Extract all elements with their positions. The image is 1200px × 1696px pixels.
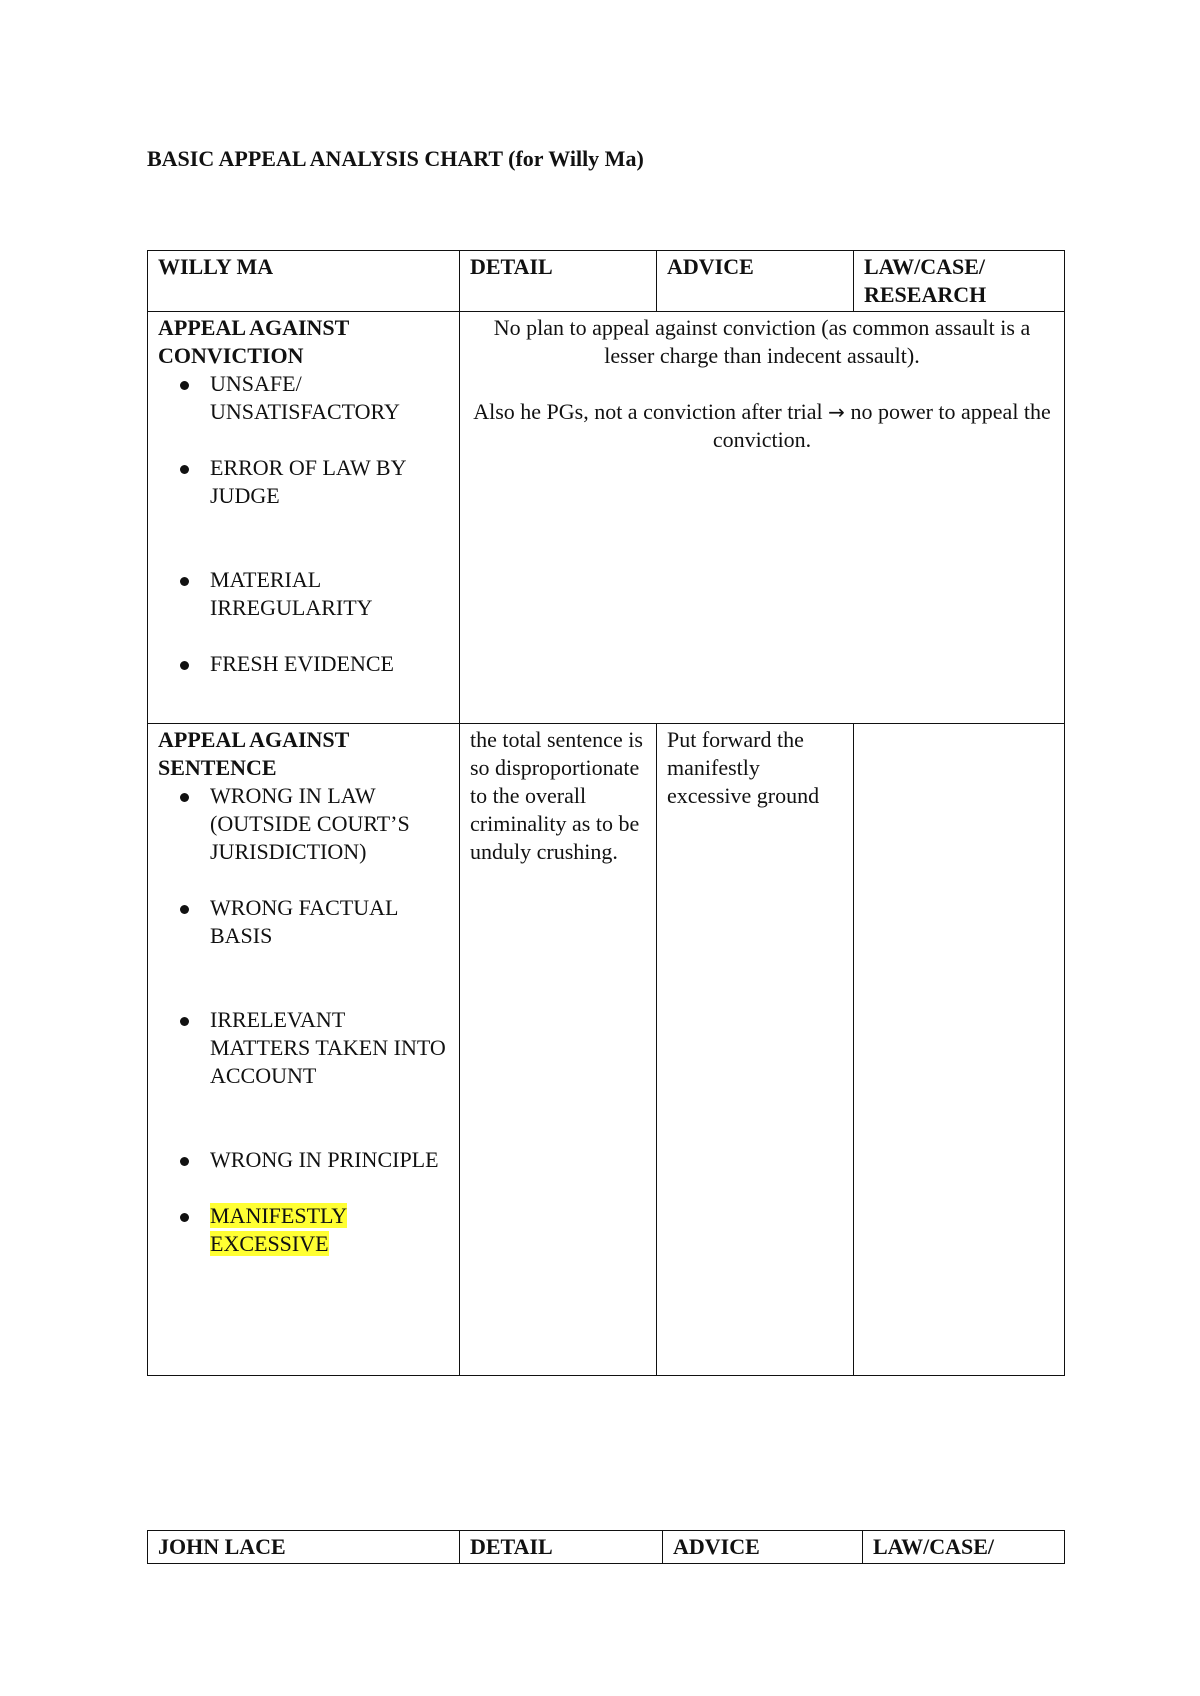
list-item: FRESH EVIDENCE <box>210 650 449 678</box>
header-advice: ADVICE <box>657 251 854 312</box>
header-detail: DETAIL <box>460 251 657 312</box>
sentence-law-cell <box>854 724 1065 1376</box>
table-header-row <box>148 251 1065 312</box>
list-item-highlighted <box>210 1202 449 1258</box>
note-2-text-after: no power to appeal the conviction. <box>712 399 1051 452</box>
sentence-advice-cell: Put forward the manifestly excessive ground <box>657 724 854 1376</box>
sentence-grounds-list <box>158 782 449 1258</box>
table-row-sentence <box>148 724 1065 1376</box>
conviction-note-2 <box>470 398 1054 454</box>
sentence-detail-cell: the total sentence is so disproportionate to the overall criminality as to be unduly crushing. <box>460 724 657 1376</box>
list-item: UNSAFE/ UNSATISFACTORY <box>210 370 449 426</box>
header-client: JOHN LACE <box>148 1531 460 1564</box>
john-lace-appeal-table <box>147 1530 1065 1564</box>
conviction-heading: APPEAL AGAINST CONVICTION <box>158 315 349 368</box>
sentence-heading: APPEAL AGAINST SENTENCE <box>158 727 349 780</box>
header-client: WILLY MA <box>148 251 460 312</box>
list-item: WRONG FACTUAL BASIS <box>210 894 449 950</box>
conviction-grounds-cell <box>148 312 460 724</box>
header-law: LAW/CASE/ RESEARCH <box>854 251 1065 312</box>
page-title: BASIC APPEAL ANALYSIS CHART (for Willy Ma) <box>147 146 644 171</box>
conviction-advice-cell <box>460 312 1065 724</box>
table-row-conviction <box>148 312 1065 724</box>
list-item: WRONG IN PRINCIPLE <box>210 1146 449 1174</box>
table-header-row <box>148 1531 1065 1564</box>
sentence-grounds-cell <box>148 724 460 1376</box>
right-arrow-icon: → <box>828 400 845 424</box>
header-advice: ADVICE <box>663 1531 863 1564</box>
highlighted-ground: MANIFESTLY EXCESSIVE <box>210 1203 348 1256</box>
conviction-note-1: No plan to appeal against conviction (as common assault is a lesser charge than indecent assault). <box>493 315 1031 368</box>
list-item: WRONG IN LAW (OUTSIDE COURT’S JURISDICTION) <box>210 782 449 866</box>
list-item: IRRELEVANT MATTERS TAKEN INTO ACCOUNT <box>210 1006 449 1090</box>
header-detail: DETAIL <box>460 1531 663 1564</box>
list-item: ERROR OF LAW BY JUDGE <box>210 454 449 510</box>
willy-ma-appeal-table <box>147 250 1065 1376</box>
header-law: LAW/CASE/ <box>863 1531 1065 1564</box>
list-item: MATERIAL IRREGULARITY <box>210 566 449 622</box>
conviction-grounds-list <box>158 370 449 678</box>
note-2-text-before: Also he PGs, not a conviction after trial <box>473 399 823 424</box>
